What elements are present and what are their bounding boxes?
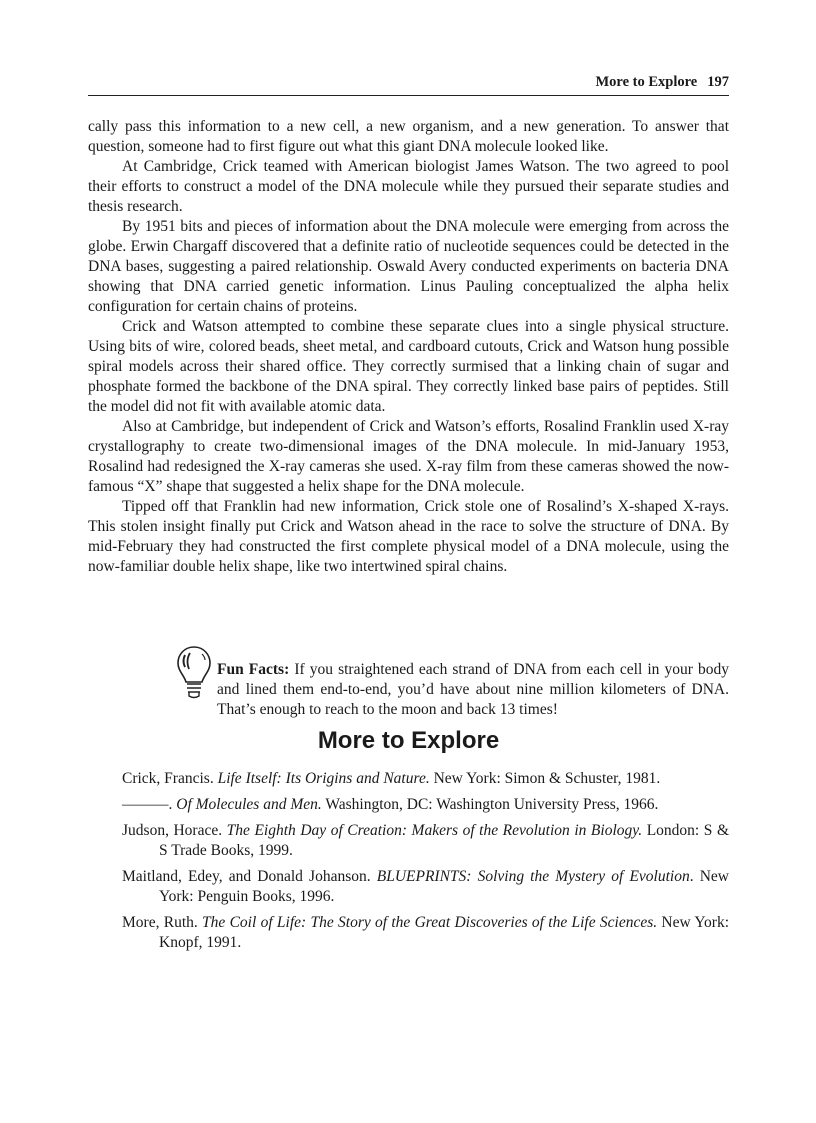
reference-title: BLUEPRINTS: Solving the Mystery of Evolution xyxy=(376,868,690,885)
reference-title: The Eighth Day of Creation: Makers of the Revolution in Biology. xyxy=(226,822,643,839)
paragraph: cally pass this information to a new cell, a new organism, and a new generation. To answer that question, someone had to first figure out what this giant DNA molecule looked like. xyxy=(88,118,729,155)
reference-item xyxy=(122,769,729,789)
paragraph: At Cambridge, Crick teamed with American biologist James Watson. The two agreed to pool their efforts to construct a model of the DNA molecule while they pursued their separate studies and thesis research. xyxy=(88,158,729,215)
reference-publication: London: S & S Trade Books, 1999. xyxy=(159,822,730,859)
reference-publication: Washington, DC: Washington University Press, 1966. xyxy=(321,796,659,813)
lightbulb-icon xyxy=(175,644,213,702)
reference-publication: New York: Simon & Schuster, 1981. xyxy=(429,770,661,787)
reference-author: Maitland, Edey, and Donald Johanson. xyxy=(122,868,377,885)
fun-fact-label: Fun Facts: xyxy=(217,660,290,678)
paragraph: Tipped off that Franklin had new information, Crick stole one of Rosalind’s X-shaped X-rays. This stolen insight finally put Crick and Watson ahead in the race to solve the structure of DNA. By mid-February they had constructed the first complete physical model of a DNA molecule, using the now-familiar double helix shape, like two intertwined spiral chains. xyxy=(88,498,729,575)
running-header xyxy=(88,74,729,96)
paragraph: By 1951 bits and pieces of information about the DNA molecule were emerging from across the globe. Erwin Chargaff discovered that a definite ratio of nucleotide sequences could be detected in the DNA bases, suggesting a paired relationship. Oswald Avery conducted experiments on bacteria DNA showing that DNA carried genetic information. Linus Pauling conceptualized the alpha helix configuration for certain chains of proteins. xyxy=(88,218,729,315)
fun-fact-box xyxy=(175,644,729,735)
paragraph: Crick and Watson attempted to combine these separate clues into a single physical structure. Using bits of wire, colored beads, sheet metal, and cardboard cutouts, Crick and Watson hung possible spiral models across their shared office. They correctly surmised that a linking chain of sugar and phosphate formed the backbone of the DNA spiral. They correctly linked base pairs of peptides. Still the model did not fit with available atomic data. xyxy=(88,318,729,415)
paragraph: Also at Cambridge, but independent of Crick and Watson’s efforts, Rosalind Franklin used X-ray crystallography to create two-dimensional images of the DNA molecule. In mid-January 1953, Rosalind had redesigned the X-ray cameras she used. X-ray film from these cameras showed the now-famous “X” shape that suggested a helix shape for the DNA molecule. xyxy=(88,418,729,495)
reference-item xyxy=(122,913,729,953)
reference-author: ———. xyxy=(122,796,177,813)
reference-item xyxy=(122,795,729,815)
reference-author: More, Ruth. xyxy=(122,914,203,931)
section-title: More to Explore xyxy=(317,727,500,754)
reference-publication: . New York: Penguin Books, 1996. xyxy=(159,868,729,905)
page-number: 197 xyxy=(707,74,729,90)
reference-title: The Coil of Life: The Story of the Great Discoveries of the Life Sciences. xyxy=(202,914,658,931)
reference-title: Life Itself: Its Origins and Nature. xyxy=(217,770,430,787)
reference-author: Crick, Francis. xyxy=(122,770,218,787)
reference-author: Judson, Horace. xyxy=(122,822,227,839)
fun-fact-text xyxy=(217,660,729,720)
fun-fact-body: If you straightened each strand of DNA from each cell in your body and lined them end-to-end, you’d have about nine million kilometers of DNA. That’s enough to reach to the moon and back 13 times! xyxy=(217,660,729,718)
reference-item xyxy=(122,867,729,907)
reference-item xyxy=(122,821,729,861)
reference-publication: New York: Knopf, 1991. xyxy=(159,914,730,951)
reference-list xyxy=(122,769,729,959)
body-text xyxy=(88,117,729,577)
header-section-title: More to Explore xyxy=(595,74,698,90)
reference-title: Of Molecules and Men. xyxy=(176,796,322,813)
